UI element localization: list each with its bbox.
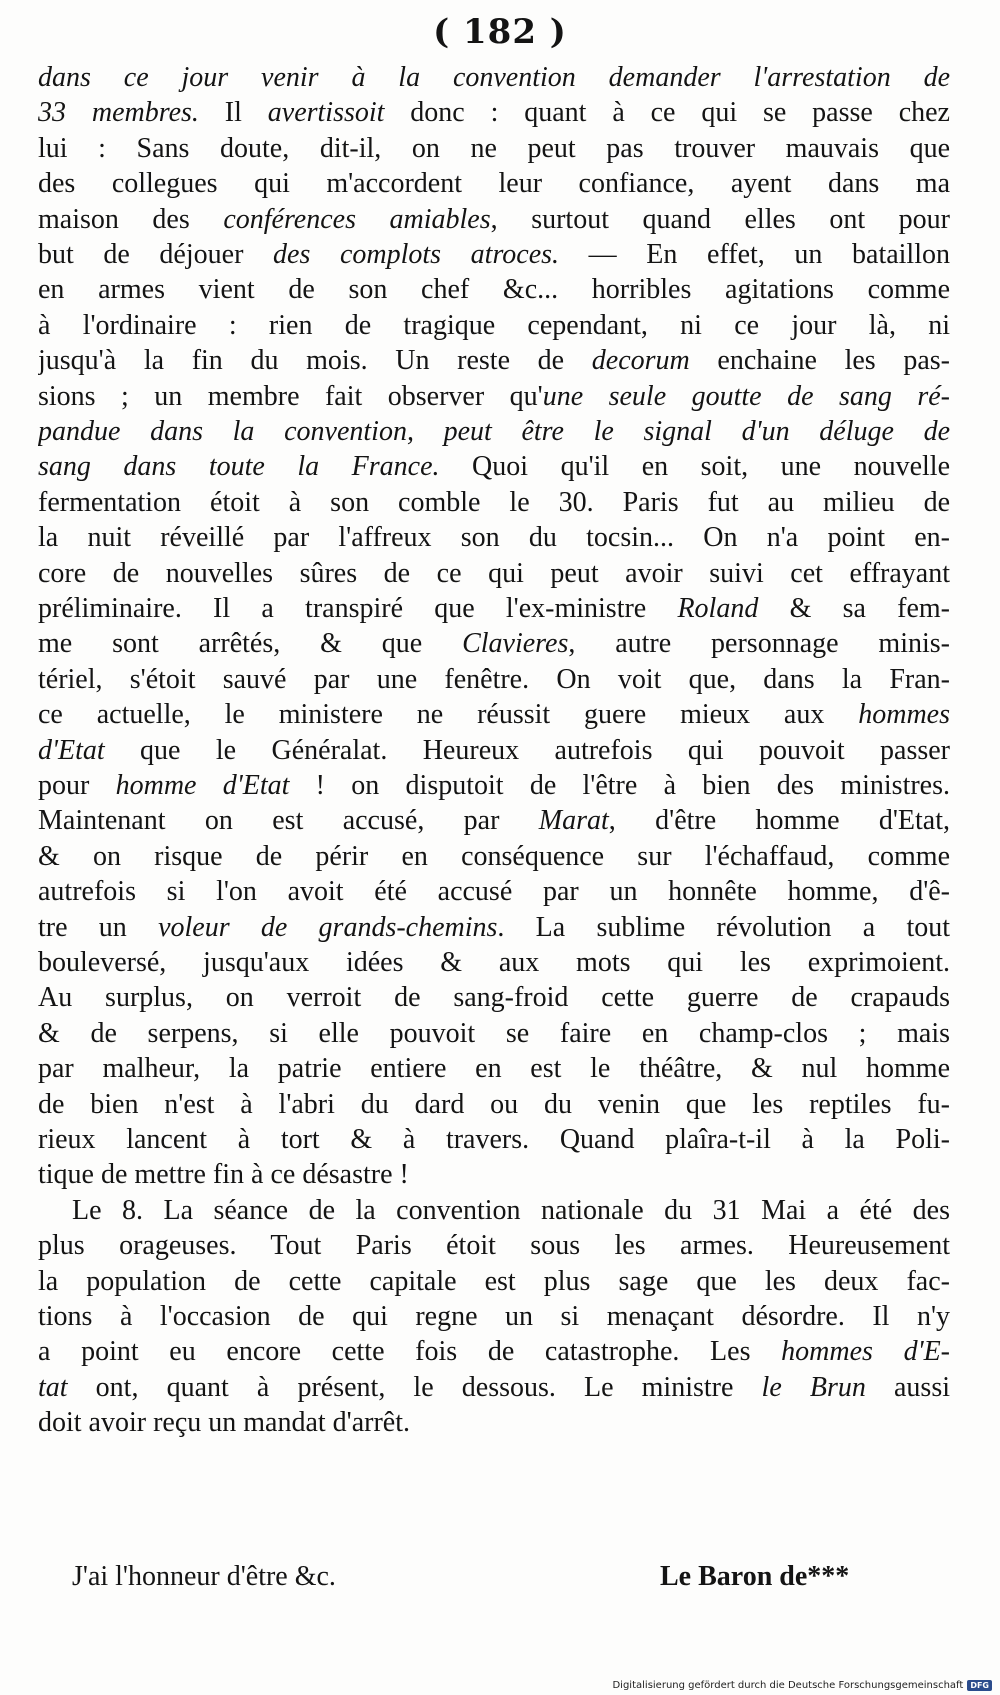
text-span: tions à l'occasion de qui regne un si menaçant désordre. Il n'y bbox=[38, 1301, 950, 1332]
text-span: maison des bbox=[38, 203, 224, 235]
text-line bbox=[38, 731, 950, 771]
italic-span: d'Etat bbox=[38, 734, 105, 766]
text-span: que le Généralat. Heureux autrefois qui pouvoit passer bbox=[104, 734, 950, 766]
text-span: rieux lancent à tort & à travers. Quand plaîra-t-il à la Poli- bbox=[38, 1124, 950, 1155]
text-span: & on risque de périr en conséquence sur l'échaffaud, comme bbox=[38, 840, 950, 872]
signature: Le Baron de*** bbox=[660, 1561, 850, 1592]
text-line bbox=[38, 1014, 950, 1054]
text-span: la nuit réveillé par l'affreux son du tocsin... On n'a point en- bbox=[38, 522, 950, 554]
text-span: aussi bbox=[865, 1371, 950, 1403]
italic-span: le Brun bbox=[761, 1371, 866, 1403]
italic-span: tat bbox=[38, 1371, 68, 1403]
text-line bbox=[38, 412, 950, 452]
text-line bbox=[38, 93, 950, 133]
italic-span: Roland bbox=[677, 593, 759, 624]
text-line bbox=[38, 908, 950, 948]
text-span: sions ; un membre fait observer qu' bbox=[38, 380, 543, 412]
text-span: ce actuelle, le ministere ne réussit guere mieux aux bbox=[38, 699, 859, 731]
text-span: Au surplus, on verroit de sang-froid cette guerre de crapauds bbox=[38, 982, 950, 1014]
text-line bbox=[38, 624, 950, 664]
text-span: tique de mettre fin à ce désastre ! bbox=[38, 1159, 409, 1191]
italic-span: pandue dans la convention, peut être le signal d'un déluge de bbox=[38, 416, 950, 447]
text-span: des collegues qui m'accordent leur confiance, ayent dans ma bbox=[38, 168, 950, 200]
text-span: & sa fem- bbox=[758, 593, 950, 624]
italic-span: avertissoit bbox=[267, 97, 385, 129]
text-line bbox=[38, 1226, 950, 1266]
text-span: ! on disputoit de l'être à bien des ministres. bbox=[289, 770, 950, 801]
text-span: la population de cette capitale est plus sage que les deux fac- bbox=[38, 1265, 950, 1297]
digitization-credit bbox=[612, 1680, 992, 1691]
italic-span: Clavieres bbox=[462, 628, 569, 660]
italic-span: homme d'Etat bbox=[115, 770, 290, 801]
text-span: bouleversé, jusqu'aux idées & aux mots qui les exprimoient. bbox=[38, 947, 950, 978]
text-line bbox=[38, 1297, 950, 1337]
text-span: jusqu'à la fin du mois. Un reste de bbox=[38, 345, 592, 377]
italic-span: voleur de grands-chemins bbox=[158, 911, 498, 943]
text-span: Il bbox=[198, 97, 268, 129]
text-span: de bien n'est à l'abri du dard ou du venin que les reptiles fu- bbox=[38, 1088, 950, 1120]
italic-span: une seule goutte de sang ré- bbox=[542, 380, 950, 412]
text-span: core de nouvelles sûres de ce qui peut avoir suivi cet effrayant bbox=[38, 557, 950, 589]
text-line bbox=[38, 270, 950, 310]
text-span: , autre personnage minis- bbox=[568, 628, 950, 660]
text-line bbox=[38, 695, 950, 735]
text-line bbox=[38, 447, 950, 487]
text-line bbox=[38, 872, 950, 912]
text-span: doit avoir reçu un mandat d'arrêt. bbox=[38, 1407, 411, 1439]
text-span: tre un bbox=[38, 911, 159, 943]
text-span: , d'être homme d'Etat, bbox=[608, 805, 950, 837]
text-span: donc : quant à ce qui se passe chez bbox=[384, 97, 950, 129]
text-span: , surtout quand elles ont pour bbox=[490, 203, 950, 235]
text-line bbox=[38, 589, 950, 629]
text-span: Le 8. La séance de la convention nationale du 31 Mai a été des bbox=[72, 1194, 950, 1226]
text-span: fermentation étoit à son comble le 30. Paris fut au milieu de bbox=[38, 486, 950, 518]
italic-span: hommes bbox=[858, 699, 950, 731]
text-span: ont, quant à présent, le dessous. Le ministre bbox=[67, 1371, 762, 1403]
text-line bbox=[38, 58, 950, 98]
text-span: a point eu encore cette fois de catastrophe. Les bbox=[38, 1336, 782, 1368]
text-line bbox=[72, 1191, 950, 1231]
text-line bbox=[38, 235, 950, 275]
text-span: autrefois si l'on avoit été accusé par un honnête homme, d'ê- bbox=[38, 876, 950, 908]
italic-span: Marat bbox=[538, 805, 609, 837]
text-span: lui : Sans doute, dit-il, on ne peut pas trouver mauvais que bbox=[38, 132, 950, 164]
italic-span: hommes d'E- bbox=[781, 1336, 950, 1368]
text-line bbox=[38, 801, 950, 841]
text-line bbox=[38, 554, 950, 594]
text-span: par malheur, la patrie entiere en est le théâtre, & nul homme bbox=[38, 1053, 950, 1085]
text-span: — En effet, un bataillon bbox=[559, 239, 950, 270]
text-span: & de serpens, si elle pouvoit se faire en champ-clos ; mais bbox=[38, 1017, 950, 1049]
text-line bbox=[38, 483, 950, 523]
text-span: but de déjouer bbox=[38, 239, 274, 270]
text-span: enchaine les pas- bbox=[689, 345, 950, 377]
italic-span: decorum bbox=[591, 345, 690, 377]
text-span: tériel, s'étoit sauvé par une fenêtre. On voit que, dans la Fran- bbox=[38, 663, 950, 695]
text-line bbox=[38, 1368, 950, 1408]
italic-span: sang dans toute la France. bbox=[38, 451, 440, 483]
text-line bbox=[38, 943, 950, 983]
text-span: Quoi qu'il en soit, une nouvelle bbox=[439, 451, 950, 483]
text-line bbox=[38, 306, 950, 346]
text-line bbox=[38, 837, 950, 877]
text-line bbox=[38, 1049, 950, 1089]
italic-span: conférences amiables bbox=[223, 203, 491, 235]
closing-formula: J'ai l'honneur d'être &c. bbox=[72, 1561, 336, 1592]
text-line bbox=[38, 518, 950, 558]
dfg-logo: DFG bbox=[967, 1680, 992, 1691]
text-line bbox=[38, 1120, 950, 1160]
text-line bbox=[38, 200, 950, 240]
text-line bbox=[38, 164, 950, 204]
italic-span: 33 membres. bbox=[38, 97, 199, 129]
text-line bbox=[38, 1403, 950, 1443]
text-line bbox=[38, 1262, 950, 1302]
text-span: pour bbox=[38, 770, 116, 801]
text-line bbox=[38, 341, 950, 381]
text-span: plus orageuses. Tout Paris étoit sous les armes. Heureusement bbox=[38, 1230, 950, 1262]
text-line bbox=[38, 377, 950, 417]
text-span: préliminaire. Il a transpiré que l'ex-ministre bbox=[38, 593, 678, 624]
text-line bbox=[38, 1085, 950, 1125]
text-line bbox=[38, 660, 950, 700]
text-line bbox=[38, 978, 950, 1018]
text-line bbox=[38, 129, 950, 169]
text-span: . La sublime révolution a tout bbox=[497, 911, 950, 943]
text-span: Maintenant on est accusé, par bbox=[38, 805, 539, 837]
italic-span: des complots atroces. bbox=[273, 239, 560, 270]
text-line bbox=[38, 1155, 950, 1195]
text-span: me sont arrêtés, & que bbox=[38, 628, 463, 660]
text-line bbox=[38, 1332, 950, 1372]
footer-text: Digitalisierung gefördert durch die Deutsche Forschungsgemeinschaft bbox=[612, 1680, 964, 1691]
text-span: en armes vient de son chef &c... horribles agitations comme bbox=[38, 274, 950, 306]
page-number: ( 182 ) bbox=[433, 12, 567, 52]
text-line bbox=[38, 766, 950, 806]
text-span: à l'ordinaire : rien de tragique cependant, ni ce jour là, ni bbox=[38, 309, 950, 341]
italic-span: dans ce jour venir à la convention demander l'arrestation de bbox=[38, 62, 950, 93]
